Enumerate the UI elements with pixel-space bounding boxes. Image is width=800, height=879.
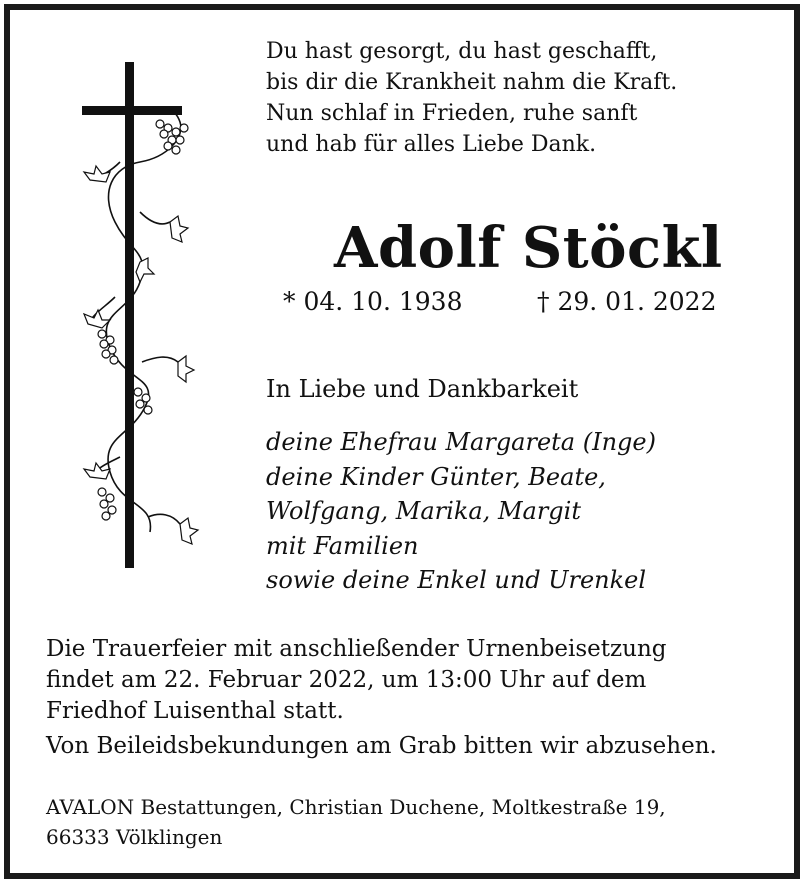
undertaker-line: 66333 Völklingen [46, 825, 223, 849]
death-date: † 29. 01. 2022 [537, 287, 717, 316]
poem-line: bis dir die Krankheit nahm die Kraft. [266, 70, 678, 95]
poem-line: Du hast gesorgt, du hast geschafft, [266, 39, 658, 64]
mourners-intro: In Liebe und Dankbarkeit [266, 375, 579, 403]
mourner-line: Wolfgang, Marika, Margit [266, 497, 581, 525]
funeral-info [46, 634, 667, 727]
undertaker-info [46, 792, 666, 852]
mourner-line: mit Familien [266, 531, 419, 560]
poem-line: Nun schlaf in Frieden, ruhe sanft [266, 101, 638, 126]
birth-date: * 04. 10. 1938 [283, 287, 463, 316]
mourners-list [266, 425, 656, 598]
poem [266, 36, 677, 160]
funeral-line: Friedhof Luisenthal statt. [46, 698, 344, 724]
mourner-line: deine Kinder Günter, Beate, [266, 462, 606, 491]
funeral-line: Die Trauerfeier mit anschließender Urnenbeisetzung [46, 636, 667, 662]
poem-line: und hab für alles Liebe Dank. [266, 132, 597, 157]
deceased-name: Adolf Stöckl [334, 215, 723, 281]
mourner-line: sowie deine Enkel und Urenkel [266, 566, 647, 594]
mourner-line: deine Ehefrau Margareta (Inge) [266, 428, 656, 456]
condolence-request: Von Beileidsbekundungen am Grab bitten wir abzusehen. [46, 733, 717, 759]
funeral-line: findet am 22. Februar 2022, um 13:00 Uhr auf dem [46, 667, 647, 693]
cross-with-grapevine-icon [80, 62, 202, 568]
undertaker-line: AVALON Bestattungen, Christian Duchene, Moltkestraße 19, [46, 795, 666, 819]
